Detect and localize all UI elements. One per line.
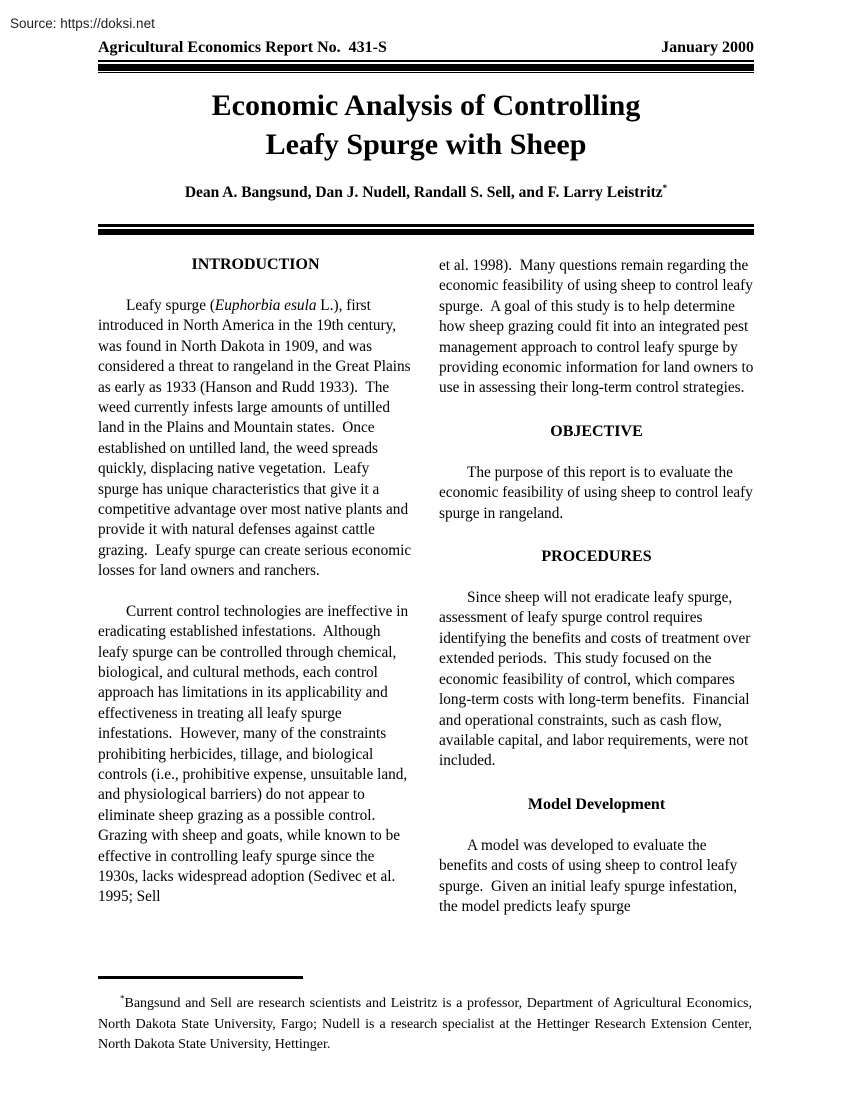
authors-names: Dean A. Bangsund, Dan J. Nudell, Randall S. Sell, and F. Larry Leistritz bbox=[184, 184, 663, 201]
intro-para1-post: L.), first introduced in North America in the 19th century, was found in North Dakota in 1909, and was considered a threat to rangeland in the Great Plains as early as 1933 (Hanson and Rudd 1933). The weed currently infests large amounts of untilled land in the Plains and Mountain states. Once established on untilled land, the weed spreads quickly, displacing native vegetation. Leafy spurge has unique characteristics that give it a competitive advantage over most native plants and provide it with natural defenses against cattle grazing. Leafy spurge can create serious economic losses for land owners and ranchers. bbox=[98, 297, 415, 580]
page-header bbox=[98, 39, 754, 57]
species-latin-name: Euphorbia esula bbox=[214, 297, 317, 314]
model-development-heading: Model Development bbox=[527, 795, 666, 813]
right-column bbox=[439, 256, 758, 937]
report-number: Agricultural Economics Report No. 431-S bbox=[98, 39, 387, 56]
source-url-label: Source: https://doksi.net bbox=[10, 16, 155, 31]
introduction-paragraph-1 bbox=[98, 296, 413, 582]
author-affiliation-footnote bbox=[98, 993, 756, 1056]
document-title-line2: Leafy Spurge with Sheep bbox=[265, 128, 587, 161]
intro-para1-pre: Leafy spurge ( bbox=[126, 297, 215, 314]
procedures-paragraph: Since sheep will not eradicate leafy spurge, assessment of leafy spurge control requires identifying the benefits and costs of treatment over extended periods. This study focused on the economic feasibility of control, which compares long-term costs with long-term benefits. Financial and operational constraints, such as cash flow, available capital, and labor requirements, were not included. bbox=[439, 589, 755, 770]
document-title-line1: Economic Analysis of Controlling bbox=[211, 89, 641, 122]
introduction-paragraph-2: Current control technologies are ineffective in eradicating established infestations. Although leafy spurge can be controlled through chemical, biological, and cultural methods, each control approach has limitations in its applicability and effectiveness in treating all leafy spurge infestations. However, many of the constraints prohibiting herbicides, tillage, and biological controls (i.e., prohibitive expense, unsuitable land, and physiological barriers) do not appear to eliminate sheep grazing as a possible control. Grazing with sheep and goats, while known to be effective in controlling leafy spurge since the 1930s, lacks widespread adoption (Sedivec et al. 1995; Sell bbox=[98, 602, 413, 906]
objective-paragraph: The purpose of this report is to evaluate the economic feasibility of using sheep to control leafy spurge in rangeland. bbox=[439, 463, 757, 522]
authors-footnote-mark: * bbox=[662, 182, 668, 193]
report-date: January 2000 bbox=[661, 39, 754, 56]
footnote-text: Bangsund and Sell are research scientists and Leistritz is a professor, Department of Agricultural Economics, North Dakota State University, Fargo; Nudell is a research specialist at the Hettinger Research Extension Center, North Dakota State University, Hettinger. bbox=[98, 996, 756, 1052]
footnote-mark: * bbox=[120, 993, 125, 1004]
header-rule-thick-bar bbox=[98, 64, 754, 71]
header-rule bbox=[98, 60, 754, 73]
objective-heading: OBJECTIVE bbox=[550, 422, 643, 440]
left-column bbox=[98, 256, 413, 937]
title-divider-rule bbox=[98, 224, 754, 235]
model-development-paragraph: A model was developed to evaluate the benefits and costs of using sheep to control leafy spurge. Given an initial leafy spurge infestation, the model predicts leafy spurge bbox=[439, 836, 742, 915]
header-rule-hairline bbox=[98, 72, 754, 73]
title-divider-thick-bar bbox=[98, 229, 754, 235]
introduction-paragraph-2-continued: et al. 1998). Many questions remain regarding the economic feasibility of using sheep to control leafy spurge. A goal of this study is to help determine how sheep grazing could fit into an integrated pest management approach to control leafy spurge by providing economic information for land owners to use in assessing their long-term control strategies. bbox=[439, 257, 758, 397]
document-title bbox=[98, 86, 754, 164]
introduction-heading: INTRODUCTION bbox=[191, 256, 320, 273]
footnote-separator-rule bbox=[98, 976, 303, 979]
authors-byline bbox=[98, 184, 754, 202]
procedures-heading: PROCEDURES bbox=[541, 548, 652, 566]
two-column-body bbox=[98, 256, 758, 937]
